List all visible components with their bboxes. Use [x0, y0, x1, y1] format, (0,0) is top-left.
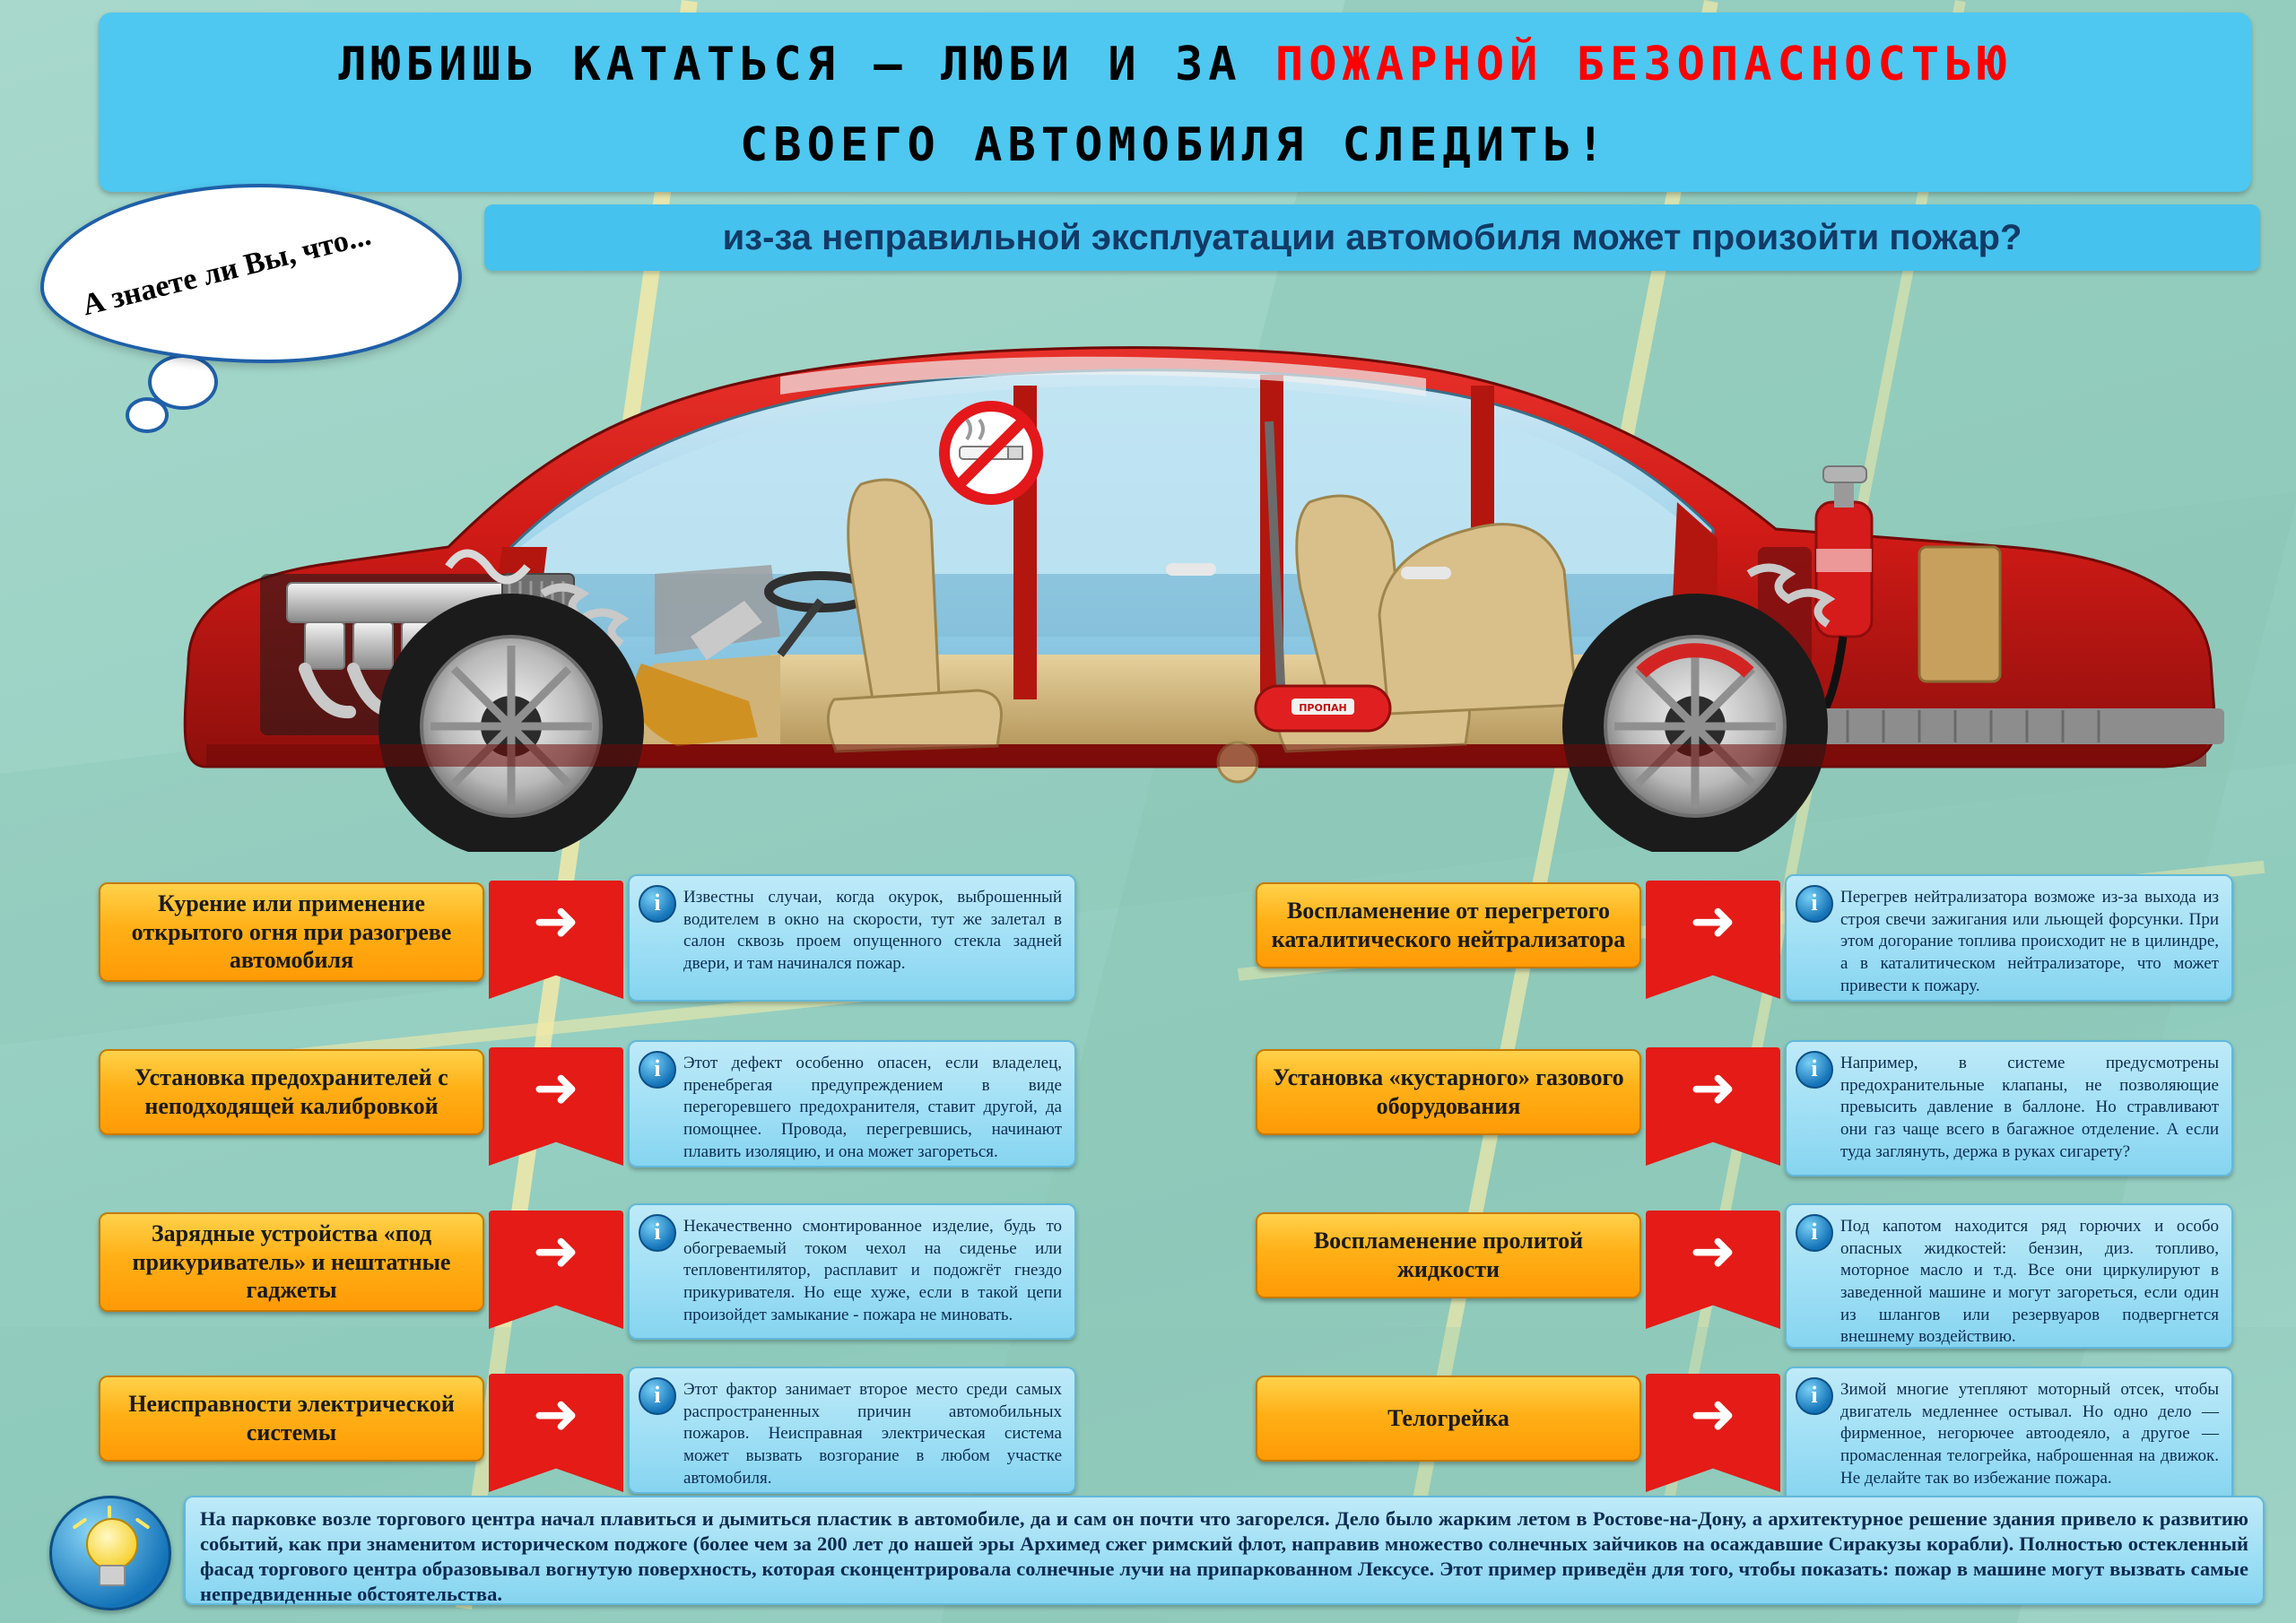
risk-info-text: Известны случаи, когда окурок, выброшенный водителем в окно на скорости, тут же залетал в салон сквозь проем опущенного стекла задней двери, и там начинался пожар. — [683, 888, 1062, 974]
title-banner — [99, 13, 2251, 192]
risk-info-text: Некачественно смонтированное изделие, будь то обогреваемый током чехол на сиденье или тепловентилятор, расплавит и подожгёт гнездо прикуривателя. Но еще хуже, если в такой цепи произойдет замыкание - пожара не миновать. — [683, 1217, 1062, 1324]
info-icon: i — [1796, 885, 1833, 923]
risk-info-text: Под капотом находится ряд горючих и особо опасных жидкостей: бензин, диз. топливо, моторное масло и т.д. Все они циркулируют в заведенной машине и могут загореться, если один из шлангов или резервуаров подвергнется внешнему воздействию. — [1840, 1217, 2219, 1347]
risk-label-text: Телогрейка — [1387, 1405, 1509, 1432]
arrow-right-icon — [1646, 1374, 1780, 1492]
info-icon: i — [1796, 1377, 1833, 1415]
risk-label-text: Воспламенение пролитой жидкости — [1313, 1228, 1584, 1282]
title-line-1-highlight: ПОЖАРНОЙ БЕЗОПАСНОСТЬЮ — [1274, 38, 2012, 91]
risk-label-smoking[interactable] — [99, 882, 484, 982]
arrow-glyph: ➜ — [1690, 1218, 1736, 1283]
lightbulb-icon — [49, 1496, 171, 1610]
risk-label-text: Зарядные устройства «под прикуриватель» и нештатные гаджеты — [132, 1220, 451, 1304]
bottom-note — [184, 1496, 2265, 1605]
subtitle-banner — [484, 204, 2260, 271]
arrow-glyph: ➜ — [533, 1218, 579, 1283]
risk-info-spilled-liquid — [1785, 1203, 2233, 1349]
risk-info-text: Зимой многие утепляют моторный отсек, чтобы двигатель медленнее остывал. Но одно дело — фирменное, негорючее автоодеяло, а другое — промасленная телогрейка, наброшенная на движок. Не делайте так во избежание пожара. — [1840, 1380, 2219, 1488]
arrow-right-icon — [489, 881, 623, 999]
arrow-right-icon — [1646, 1047, 1780, 1166]
bulb-base — [99, 1565, 126, 1586]
risk-info-electrical — [628, 1367, 1076, 1494]
arrow-right-icon — [1646, 1211, 1780, 1329]
arrow-right-icon — [489, 1047, 623, 1166]
info-icon: i — [1796, 1214, 1833, 1252]
info-icon: i — [639, 1377, 676, 1415]
risk-label-spilled-liquid[interactable] — [1256, 1212, 1641, 1298]
arrow-right-icon — [489, 1374, 623, 1492]
risk-label-fuses[interactable] — [99, 1049, 484, 1135]
risk-label-text: Установка предохранителей с неподходящей калибровкой — [135, 1064, 448, 1119]
risk-info-text: Этот фактор занимает второе место среди самых распространенных причин автомобильных пожаров. Неисправная электрическая система может вызвать возгорание в любом участке автомобиля. — [683, 1380, 1062, 1488]
risk-label-text: Воспламенение от перегретого каталитического нейтрализатора — [1271, 898, 1626, 952]
arrow-glyph: ➜ — [533, 888, 579, 953]
info-icon: i — [1796, 1051, 1833, 1089]
subtitle-text: из-за неправильной эксплуатации автомобиля может произойти пожар? — [722, 217, 2022, 257]
risk-label-chargers[interactable] — [99, 1212, 484, 1312]
risk-label-text: Установка «кустарного» газового оборудования — [1273, 1064, 1624, 1119]
info-icon: i — [639, 1214, 676, 1252]
risk-label-gas-equipment[interactable] — [1256, 1049, 1641, 1135]
car-cutaway-illustration — [152, 278, 2242, 852]
title-line-1-plain: ЛЮБИШЬ КАТАТЬСЯ – ЛЮБИ И ЗА — [338, 38, 1275, 91]
risk-label-electrical[interactable] — [99, 1376, 484, 1462]
risk-label-catalytic[interactable] — [1256, 882, 1641, 968]
arrow-glyph: ➜ — [533, 1055, 579, 1120]
title-line-1 — [99, 38, 2251, 91]
risk-info-quilted-jacket — [1785, 1367, 2233, 1503]
risk-label-text: Неисправности электрической системы — [128, 1391, 455, 1445]
arrow-glyph: ➜ — [533, 1381, 579, 1446]
bulb-glass — [86, 1518, 138, 1570]
svg-text:ПРОПАН: ПРОПАН — [1299, 702, 1347, 714]
risk-label-quilted-jacket[interactable] — [1256, 1376, 1641, 1462]
arrow-glyph: ➜ — [1690, 1381, 1736, 1446]
risk-label-text: Курение или применение открытого огня при разогреве автомобиля — [131, 890, 452, 974]
risk-info-text: Этот дефект особенно опасен, если владелец, пренебрегая предупреждением в виде перегоревшего предохранителя, ставит другой, да помощнее. Провода, перегревшись, начинают плавить изоляцию, и она может загореться. — [683, 1054, 1062, 1161]
arrow-right-icon — [489, 1211, 623, 1329]
arrow-glyph: ➜ — [1690, 1055, 1736, 1120]
arrow-glyph: ➜ — [1690, 888, 1736, 953]
risk-info-text: Перегрев нейтрализатора возможе из-за выхода из строя свечи зажигания или льющей форсунки. При этом догорание топлива происходит не в цилиндре, а в каталитическом нейтрализаторе, что может привести к пожару. — [1840, 888, 2219, 995]
risk-info-smoking — [628, 874, 1076, 1002]
info-icon: i — [639, 885, 676, 923]
risk-info-gas-equipment — [1785, 1040, 2233, 1176]
bottom-note-text: На парковке возле торгового центра начал плавиться и дымиться пластик в автомобиле, да и сам он почти что загорелся. Дело было жарким летом в Ростове-на-Дону, а архитектурное решение здания привело к развитию событий, как при знаменитом историческом поджоге (более чем за 200 лет до нашей эры Архимед сжег римский флот, направив множество солнечных зайчиков на осаждавшие Сиракузы корабли). Полностью остекленный фасад торгового центра образовывал вогнутую поверхность, которая сконцентрировала солнечные лучи на припаркованном Лексусе. Этот пример приведён для того, чтобы показать: пожар в машине могут вызвать самые непредвиденные обстоятельства. — [200, 1507, 2248, 1606]
title-line-2: СВОЕГО АВТОМОБИЛЯ СЛЕДИТЬ! — [740, 118, 1610, 172]
risk-info-catalytic — [1785, 874, 2233, 1002]
bubble-text: А знаете ли Вы, что... — [79, 218, 375, 323]
info-icon: i — [639, 1051, 676, 1089]
risk-info-chargers — [628, 1203, 1076, 1340]
risk-info-fuses — [628, 1040, 1076, 1167]
arrow-right-icon — [1646, 881, 1780, 999]
risk-info-text: Например, в системе предусмотрены предохранительные клапаны, не позволяющие превысить давление в баллоне. Но стравливают они газ чаще всего в багажное отделение. А если туда заглянуть, держа в руках сигарету? — [1840, 1054, 2219, 1161]
